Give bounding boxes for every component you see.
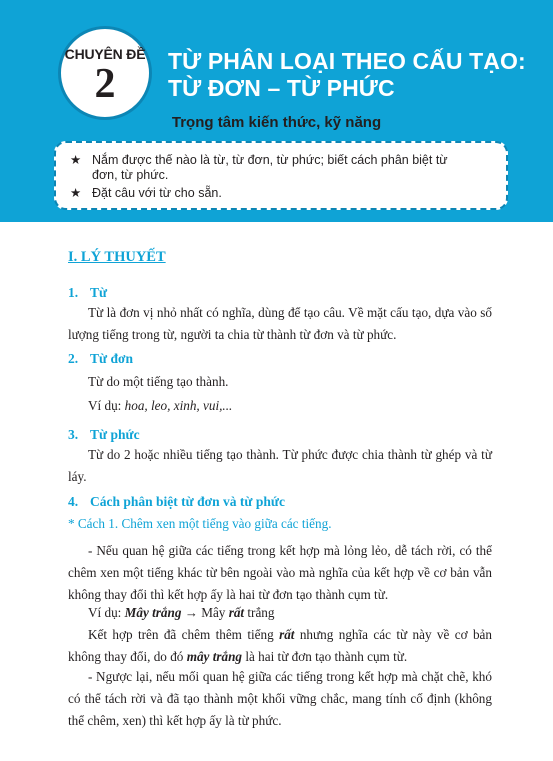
title-line-2: TỪ ĐƠN – TỪ PHỨC [168,75,395,101]
title-line-1: TỪ PHÂN LOẠI THEO CẤU TẠO: [168,48,526,74]
chapter-title [168,48,526,102]
paragraph: - Ngược lại, nếu mối quan hệ giữa các tiếng trong kết hợp mà chặt chẽ, khó có thể tách rời và đã tạo thành một khối vững chắc, mang tính cố định (không thể chêm, xen) thì kết hợp ấy là từ phức. [68,669,492,728]
text-run: là hai từ đơn tạo thành cụm từ. [242,649,408,664]
focus-box [54,141,508,210]
paragraph: Từ là đơn vị nhỏ nhất có nghĩa, dùng để tạo câu. Về mặt cấu tạo, dựa vào số lượng tiếng trong từ, người ta chia từ thành từ đơn và từ phức. [68,305,492,342]
example-line [88,603,275,623]
paragraph: Từ do 2 hoặc nhiều tiếng tạo thành. Từ phức được chia thành từ ghép và từ láy. [68,447,492,484]
star-icon: ★ [70,186,82,200]
emphasis: rất [279,627,295,642]
star-icon: ★ [70,153,82,167]
subsection-number: 2. [68,351,79,366]
subsection-title: Từ đơn [90,351,133,366]
example-phrase: Mây trắng [124,605,182,620]
badge-number: 2 [94,61,116,107]
paragraph: - Nếu quan hệ giữa các tiếng trong kết hợp mà lỏng lẻo, dễ tách rời, có thể chêm xen một tiếng khác từ bên ngoài vào mà nghĩa của kết hợp về cơ bản vẫn không thay đổi thì kết hợp ấy là hai từ đơn tạo thành cụm từ. [68,543,492,602]
text-run: Kết hợp trên đã chêm thêm tiếng [88,627,280,642]
example-arrow: → Mây [181,605,229,620]
badge-label: CHUYÊN ĐỀ [64,46,146,62]
subsection-heading [68,494,285,510]
subsection-heading [68,285,107,301]
subsection-heading [68,427,140,443]
chapter-badge [58,26,152,120]
example-prefix: Ví dụ: [88,605,125,620]
example-words: hoa, leo, xinh, vui,... [124,398,233,413]
example-inserted-word: rất [228,605,245,620]
example-rest: trắng [244,605,275,620]
text-run: nhưng nghĩa các từ này về cơ bản không thay đổi, do đó [68,627,492,664]
focus-item-text: Đặt câu với từ cho sẵn. [92,186,222,200]
section-heading: I. LÝ THUYẾT [68,249,166,265]
subsection-heading [68,351,133,367]
paragraph: Từ do một tiếng tạo thành. [88,374,229,389]
subsection-title: Từ phức [90,427,140,442]
subsection-number: 4. [68,494,79,509]
paragraph [68,624,492,668]
focus-item [70,186,470,201]
subsection-number: 1. [68,285,79,300]
focus-item [70,153,470,183]
subsection-number: 3. [68,427,79,442]
focus-item-text: Nắm được thế nào là từ, từ đơn, từ phức; biết cách phân biệt từ đơn, từ phức. [92,153,448,182]
subsection-title: Từ [90,285,108,300]
subsection-title: Cách phân biệt từ đơn và từ phức [90,494,285,509]
emphasis: mây trắng [186,649,243,664]
chapter-banner [0,0,553,222]
example-prefix: Ví dụ: [88,398,125,413]
example-line [88,396,232,416]
method-heading: * Cách 1. Chêm xen một tiếng vào giữa các tiếng. [68,516,332,531]
focus-subtitle: Trọng tâm kiến thức, kỹ năng [171,114,382,131]
